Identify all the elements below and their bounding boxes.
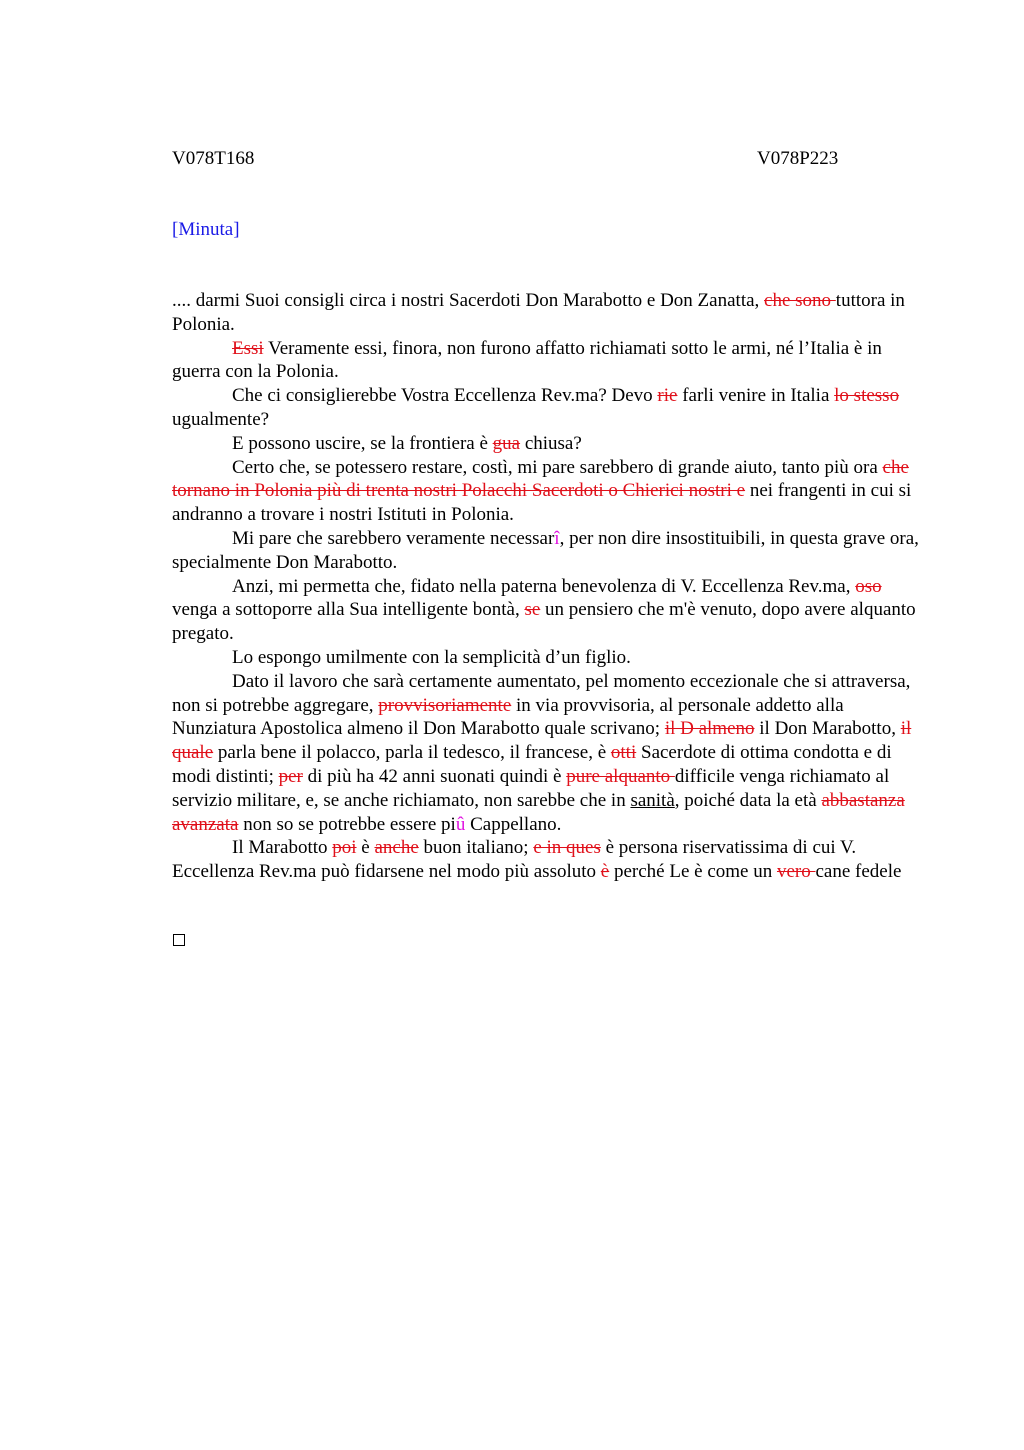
text-segment: è persona riservatissima di cui V. Eccellenza Rev.ma può fidarsene nel modo più assoluto: [172, 837, 857, 883]
text-segment: Veramente essi, finora, non furono affatto richiamati sotto le armi, né l’Italia è in guerra con la Polonia.: [172, 337, 882, 383]
text-segment: perché Le è come un: [609, 861, 777, 883]
inserted-text: û: [455, 813, 466, 835]
text-segment: non so se potrebbe essere pi: [238, 813, 456, 835]
text-segment: difficile venga richiamato al servizio militare, e, se anche richiamato, non sarebbe che in: [172, 765, 890, 811]
document-code-left: V078T168: [172, 148, 255, 169]
text-segment: Anzi, mi permetta che, fidato nella paterna benevolenza di V. Eccellenza Rev.ma,: [232, 575, 856, 597]
letter-paragraph: [172, 432, 924, 456]
letter-paragraph: [172, 289, 924, 337]
text-segment: nei frangenti in cui si andranno a trovare i nostri Istituti in Polonia.: [172, 480, 912, 526]
letter-paragraph: [172, 646, 924, 670]
text-segment: in via provvisoria, al personale addetto alla Nunziatura Apostolica almeno il Don Marabotto quale scrivano;: [172, 694, 844, 740]
text-segment: Lo espongo umilmente con la semplicità d’un figlio.: [232, 646, 631, 668]
letter-paragraph: [172, 836, 924, 884]
letter-paragraph: [172, 384, 924, 432]
deleted-text: gua: [492, 432, 521, 454]
text-segment: parla bene il polacco, parla il tedesco, il francese, è: [213, 742, 611, 764]
deleted-text: abbastanza avanzata: [172, 789, 905, 835]
deleted-text: il quale: [172, 718, 912, 764]
deleted-text: provvisoriamente: [378, 694, 512, 716]
text-segment: farli venire in Italia: [677, 385, 835, 407]
text-segment: buon italiano;: [418, 837, 534, 859]
deleted-text: il D almeno: [664, 718, 755, 740]
text-segment: cane fedele: [815, 861, 902, 883]
deleted-text: lo stesso: [834, 385, 900, 407]
underlined-text: sanità: [630, 789, 675, 811]
letter-body: [172, 289, 924, 884]
letter-paragraph: [172, 456, 924, 527]
text-segment: ugualmente?: [172, 408, 270, 430]
deleted-text: che sono: [764, 290, 836, 311]
text-segment: Cappellano.: [465, 813, 562, 835]
deleted-text: otti: [610, 742, 637, 764]
deleted-text: che tornano in Polonia più di trenta nostri Polacchi Sacerdoti o Chierici nostri e: [172, 456, 909, 502]
deleted-text: oso: [855, 575, 882, 597]
text-segment: è: [356, 837, 375, 859]
text-segment: E possono uscire, se la frontiera è: [232, 432, 493, 454]
deleted-text: rie: [657, 385, 678, 407]
text-segment: Dato il lavoro che sarà certamente aumentato, pel momento eccezionale che si attraversa, non si potrebbe aggregare,: [172, 670, 911, 716]
deleted-text: pure alquanto: [566, 765, 675, 787]
text-segment: , poiché data la età: [674, 789, 822, 811]
deleted-text: anche: [374, 837, 419, 859]
text-segment: , per non dire insostituibili, in questa grave ora, specialmente Don Marabotto.: [172, 527, 919, 573]
document-code-right: V078P223: [757, 148, 839, 169]
letter-paragraph: [172, 575, 924, 646]
text-segment: tuttora in Polonia.: [172, 290, 905, 335]
text-segment: di più ha 42 anni suonati quindi è: [302, 765, 567, 787]
text-segment: Che ci consiglierebbe Vostra Eccellenza Rev.ma? Devo: [232, 385, 658, 407]
text-segment: il Don Marabotto,: [754, 718, 901, 740]
deleted-text: vero: [776, 861, 816, 883]
letter-paragraph: [172, 527, 924, 575]
deleted-text: poi: [332, 837, 357, 859]
deleted-text: per: [278, 765, 303, 787]
deleted-text: e in ques: [533, 837, 601, 859]
deleted-text: è: [600, 861, 610, 883]
deleted-text: Essi: [232, 337, 264, 359]
inserted-text: î: [554, 527, 560, 549]
text-segment: Certo che, se potessero restare, costì, mi pare sarebbero di grande aiuto, tanto più ora: [232, 456, 883, 478]
text-segment: un pensiero che m'è venuto, dopo avere alquanto pregato.: [172, 599, 916, 645]
text-segment: Sacerdote di ottima condotta e di modi distinti;: [172, 742, 892, 787]
deleted-text: se: [524, 599, 541, 621]
text-segment: venga a sottoporre alla Sua intelligente bontà,: [172, 599, 525, 621]
text-segment: Mi pare che sarebbero veramente necessar: [232, 527, 555, 549]
letter-paragraph: [172, 670, 924, 837]
text-segment: Il Marabotto: [232, 837, 333, 859]
checkbox-square-icon: [173, 934, 185, 946]
text-segment: chiusa?: [520, 432, 582, 454]
letter-paragraph: [172, 337, 924, 385]
minuta-label: [Minuta]: [172, 219, 240, 240]
text-segment: .... darmi Suoi consigli circa i nostri Sacerdoti Don Marabotto e Don Zanatta,: [172, 290, 765, 311]
